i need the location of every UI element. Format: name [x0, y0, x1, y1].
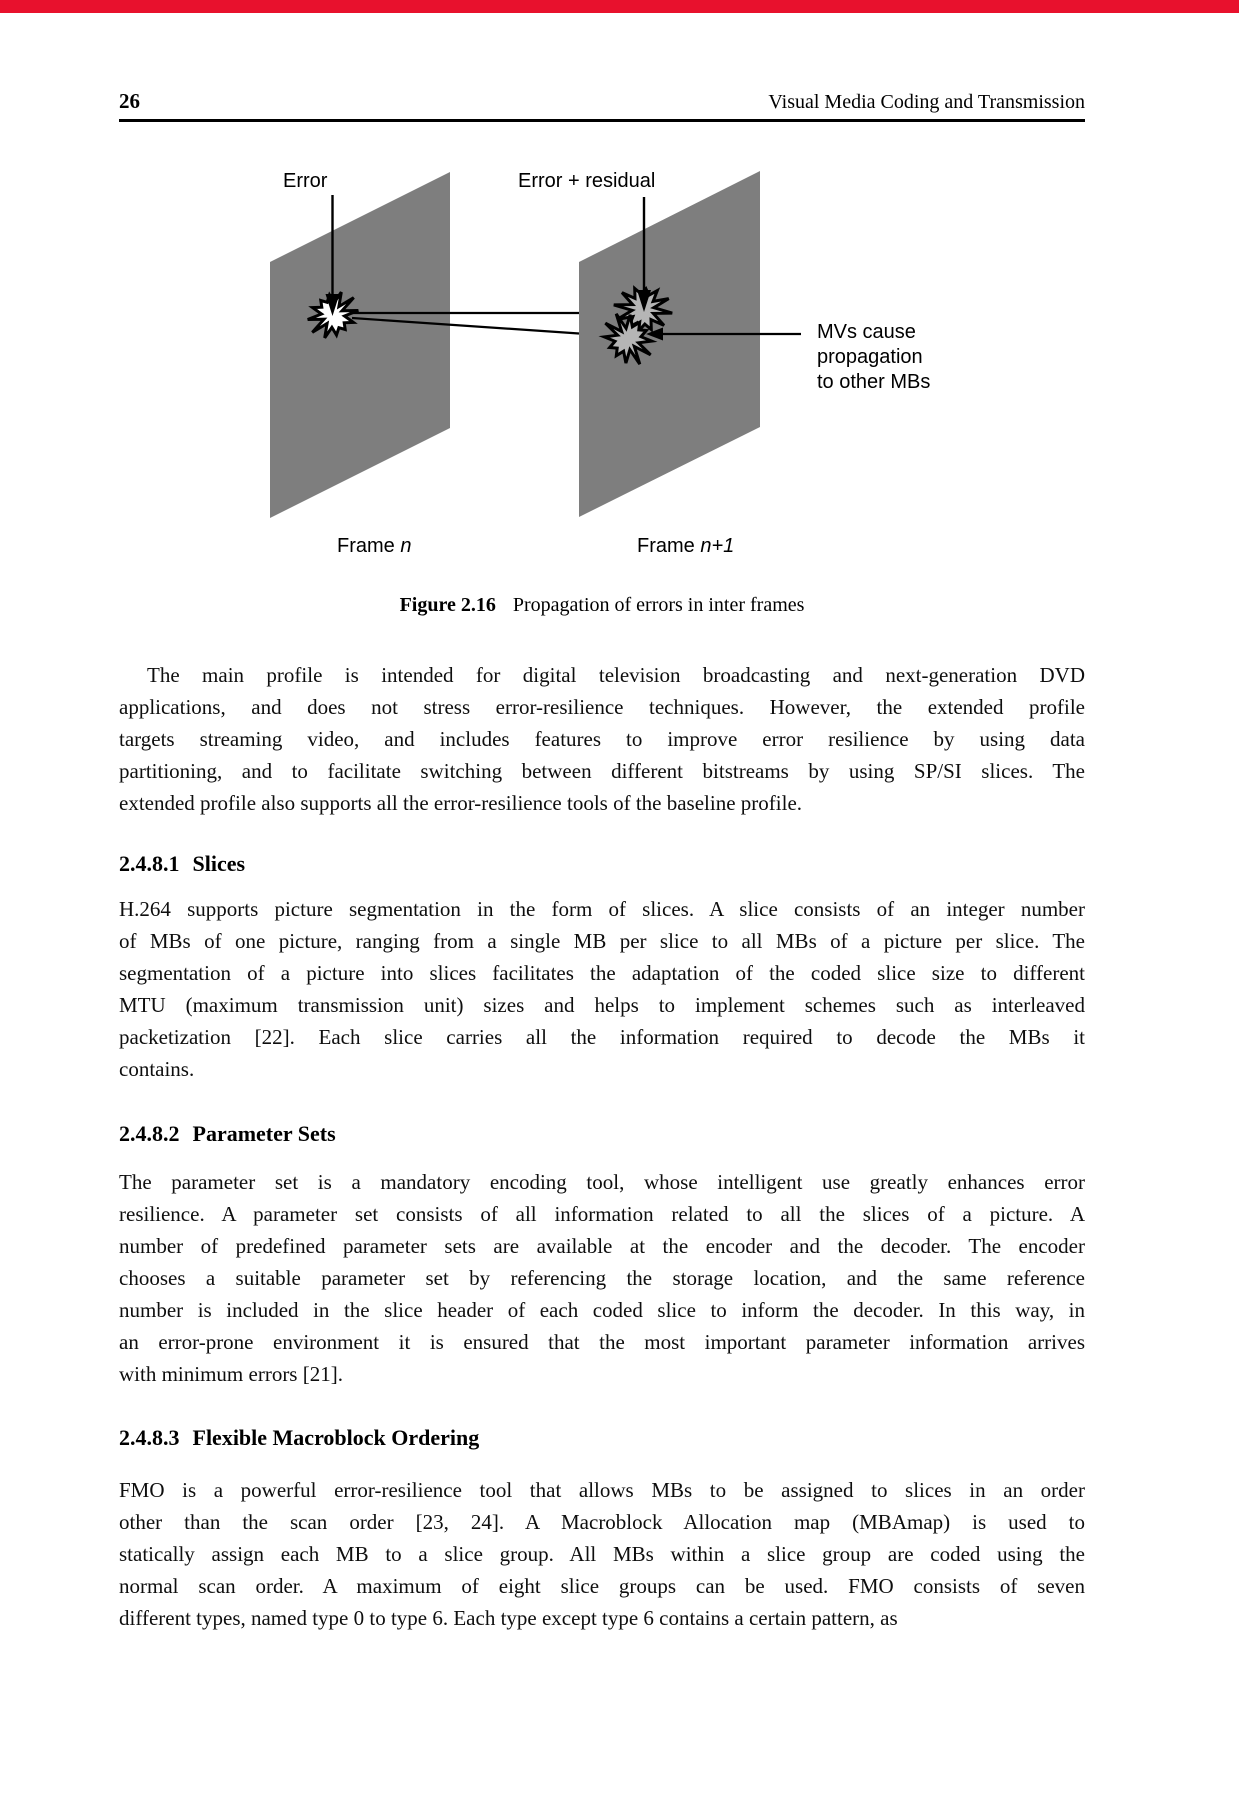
text-line: contains. [119, 1057, 195, 1081]
text-line: MVs cause [817, 321, 916, 343]
text-line: FMO is a powerful error-resilience tool that allows MBs to be assigned to slices in an order [119, 1478, 1085, 1502]
paragraph-parameter-sets [119, 1166, 1085, 1390]
heading-fmo-title: Flexible Macroblock Ordering [192, 1425, 480, 1450]
running-title: Visual Media Coding and Transmission [768, 91, 1085, 113]
text-line: to other MBs [817, 371, 931, 393]
text-line: The parameter set is a mandatory encoding tool, whose intelligent use greatly enhances error [119, 1170, 1085, 1194]
figure-caption [119, 593, 1085, 617]
text-line: The main profile is intended for digital television broadcasting and next-generation DVD [147, 663, 1085, 687]
text-line: segmentation of a picture into slices facilitates the adaptation of the coded slice size to different [119, 961, 1085, 985]
paragraph-fmo [119, 1474, 1085, 1634]
heading-parameter-sets-number: 2.4.8.2 [119, 1121, 180, 1146]
figure-caption-label: Figure 2.16 [399, 594, 496, 616]
text-line: targets streaming video, and includes features to improve error resilience by using data [119, 727, 1085, 751]
text-line: other than the scan order [23, 24]. A Macroblock Allocation map (MBAmap) is used to [119, 1510, 1085, 1534]
text-line: number is included in the slice header of each coded slice to inform the decoder. In this way, in [119, 1298, 1085, 1322]
figure-2-16-graphic [0, 0, 1239, 620]
text-line: different types, named type 0 to type 6. Each type except type 6 contains a certain pattern, as [119, 1606, 898, 1630]
text-line: propagation [817, 346, 923, 368]
text-line: partitioning, and to facilitate switching between different bitstreams by using SP/SI slices. The [119, 759, 1085, 783]
text-line: packetization [22]. Each slice carries all the information required to decode the MBs it [119, 1025, 1085, 1049]
text-line: H.264 supports picture segmentation in the form of slices. A slice consists of an integer number [119, 897, 1085, 921]
mvs-propagation-label [817, 320, 930, 395]
heading-fmo [119, 1425, 479, 1451]
text-line: chooses a suitable parameter set by referencing the storage location, and the same reference [119, 1266, 1085, 1290]
frame-n-label-italic: n [400, 535, 412, 557]
heading-fmo-number: 2.4.8.3 [119, 1425, 180, 1450]
text-line: of MBs of one picture, ranging from a single MB per slice to all MBs of a picture per slice. The [119, 929, 1085, 953]
paragraph-slices [119, 893, 1085, 1085]
text-line: extended profile also supports all the error-resilience tools of the baseline profile. [119, 791, 803, 815]
paragraph-main-profile [119, 659, 1085, 819]
frame-n-plus-1-plane [579, 171, 760, 517]
text-line: number of predefined parameter sets are available at the encoder and the decoder. The encoder [119, 1234, 1085, 1258]
heading-slices-title: Slices [192, 851, 246, 876]
frame-n-plus-1-label-prefix: Frame [637, 535, 701, 557]
text-line: normal scan order. A maximum of eight slice groups can be used. FMO consists of seven [119, 1574, 1085, 1598]
text-line: resilience. A parameter set consists of all information related to all the slices of a picture. A [119, 1202, 1085, 1226]
frame-n-plane [270, 172, 450, 518]
error-label: Error [283, 170, 328, 192]
frame-n-label-prefix: Frame [337, 535, 401, 557]
text-line: with minimum errors [21]. [119, 1362, 343, 1386]
frame-n-plus-1-label [637, 534, 734, 558]
text-line: applications, and does not stress error-resilience techniques. However, the extended profile [119, 695, 1085, 719]
error-residual-label: Error + residual [518, 170, 656, 192]
heading-parameter-sets-title: Parameter Sets [192, 1121, 336, 1146]
frame-n-plus-1-label-italic: n+1 [700, 535, 735, 557]
page-number: 26 [119, 89, 140, 113]
text-line: an error-prone environment it is ensured that the most important parameter information arrives [119, 1330, 1085, 1354]
heading-slices-number: 2.4.8.1 [119, 851, 180, 876]
heading-slices [119, 851, 245, 877]
figure-caption-text: Propagation of errors in inter frames [512, 594, 805, 616]
text-line: MTU (maximum transmission unit) sizes and helps to implement schemes such as interleaved [119, 993, 1085, 1017]
text-line: statically assign each MB to a slice group. All MBs within a slice group are coded using the [119, 1542, 1085, 1566]
heading-parameter-sets [119, 1121, 336, 1147]
frame-n-label [337, 534, 411, 558]
